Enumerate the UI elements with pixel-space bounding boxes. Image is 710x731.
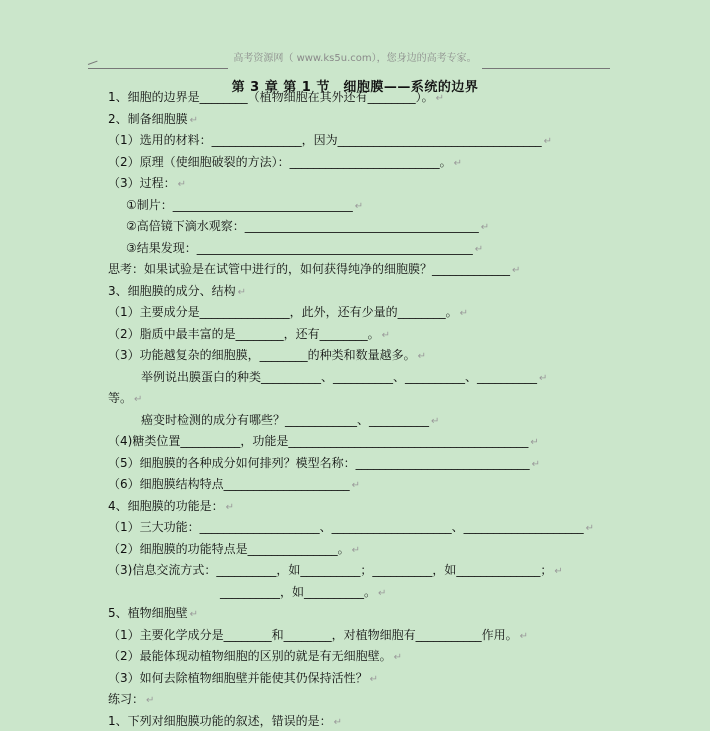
line-text: ①制片：______________________________ — [126, 198, 353, 212]
text-line — [141, 412, 439, 430]
paragraph-mark-icon: ↵ — [333, 717, 343, 728]
text-line — [108, 89, 444, 107]
paragraph-mark-icon: ↵ — [480, 222, 490, 233]
paragraph-mark-icon: ↵ — [351, 480, 361, 491]
line-text: __________，如__________。 — [220, 585, 377, 599]
line-text: 思考：如果试验是在试管中进行的，如何获得纯净的细胞膜？_____________ — [108, 262, 511, 276]
text-line — [108, 304, 468, 322]
line-text: 癌变时检测的成分有哪些？____________、__________ — [141, 413, 430, 427]
paragraph-mark-icon: ↵ — [543, 136, 553, 147]
paragraph-mark-icon: ↵ — [189, 609, 199, 620]
paragraph-mark-icon: ↵ — [519, 631, 529, 642]
text-line — [108, 713, 342, 731]
text-line — [108, 175, 186, 193]
paragraph-mark-icon: ↵ — [146, 695, 155, 706]
text-line — [108, 541, 360, 559]
text-line — [108, 627, 528, 645]
paragraph-mark-icon: ↵ — [369, 674, 379, 685]
text-line — [108, 648, 402, 666]
text-line — [126, 197, 363, 215]
text-line — [108, 261, 520, 279]
paragraph-mark-icon: ↵ — [539, 373, 548, 384]
text-line — [108, 691, 154, 709]
line-text: （3）过程： — [108, 176, 176, 190]
line-text: （3）功能越复杂的细胞膜，________的种类和数量越多。 — [108, 348, 416, 362]
line-text: ②高倍镜下滴水观察：_______________________________________ — [126, 219, 479, 233]
paragraph-mark-icon: ↵ — [431, 416, 440, 427]
paragraph-mark-icon: ↵ — [134, 394, 143, 405]
text-line — [108, 283, 246, 301]
text-line — [126, 218, 489, 236]
text-line — [108, 390, 142, 408]
text-line — [126, 240, 483, 258]
page-header: 高考资源网（ www.ks5u.com），您身边的高考专家。 — [233, 53, 477, 64]
text-line — [108, 154, 462, 172]
text-line — [108, 476, 360, 494]
line-text: 举例说出膜蛋白的种类__________、__________、__________、__________ — [141, 370, 538, 384]
paragraph-mark-icon: ↵ — [351, 545, 361, 556]
line-text: （1）主要化学成分是________和________，对植物细胞有___________作用。 — [108, 628, 518, 642]
line-text: （1）主要成分是_______________，此外，还有少量的________。 — [108, 305, 458, 319]
paragraph-mark-icon: ↵ — [393, 652, 403, 663]
paragraph-mark-icon: ↵ — [417, 351, 427, 362]
paragraph-mark-icon: ↵ — [585, 523, 595, 534]
text-line — [108, 433, 539, 451]
text-line — [108, 498, 234, 516]
line-text: 5、植物细胞壁 — [108, 606, 188, 620]
line-text: （3）如何去除植物细胞壁并能使其仍保持活性？ — [108, 671, 368, 685]
text-line — [108, 562, 563, 580]
line-text: （5）细胞膜的各种成分如何排列？模型名称：_____________________________ — [108, 456, 530, 470]
paragraph-mark-icon: ↵ — [237, 287, 247, 298]
paragraph-mark-icon: ↵ — [177, 179, 187, 190]
line-text: 1、细胞的边界是________（植物细胞在其外还有________）。 — [108, 90, 434, 104]
paragraph-mark-icon: ↵ — [453, 158, 463, 169]
line-text: 2、制备细胞膜 — [108, 112, 188, 126]
paragraph-mark-icon: ↵ — [554, 566, 563, 577]
text-line — [108, 670, 378, 688]
text-line — [108, 326, 390, 344]
document-title: 第 3 章 第 1 节 细胞膜——系统的边界 — [231, 80, 479, 95]
line-text: 1、下列对细胞膜功能的叙述，错误的是： — [108, 714, 332, 728]
paragraph-mark-icon: ↵ — [531, 459, 541, 470]
text-line — [108, 347, 426, 365]
line-text: （2）细胞膜的功能特点是_______________。 — [108, 542, 350, 556]
line-text: 3、细胞膜的成分、结构 — [108, 284, 236, 298]
text-line — [108, 132, 552, 150]
paragraph-mark-icon: ↵ — [189, 115, 199, 126]
text-line — [108, 519, 594, 537]
line-text: ③结果发现：______________________________________________ — [126, 241, 473, 255]
paragraph-mark-icon: ↵ — [474, 244, 484, 255]
paragraph-mark-icon: ↵ — [530, 437, 539, 448]
paragraph-mark-icon: ↵ — [381, 330, 391, 341]
text-line — [108, 455, 540, 473]
header-rule-left — [88, 68, 228, 69]
paragraph-mark-icon: ↵ — [378, 588, 387, 599]
line-text: （2）脂质中最丰富的是________，还有________。 — [108, 327, 380, 341]
line-text: （2）最能体现动植物细胞的区别的就是有无细胞壁。 — [108, 649, 392, 663]
paragraph-mark-icon: ↵ — [435, 93, 445, 104]
line-text: （3)信息交流方式：__________，如__________；__________，如______________； — [108, 563, 553, 577]
paragraph-mark-icon: ↵ — [512, 265, 521, 276]
text-line — [141, 369, 547, 387]
paragraph-mark-icon: ↵ — [459, 308, 469, 319]
line-text: （1）三大功能：____________________、____________________、____________________ — [108, 520, 584, 534]
line-text: 4、细胞膜的功能是： — [108, 499, 224, 513]
paragraph-mark-icon: ↵ — [354, 201, 364, 212]
line-text: 等。 — [108, 391, 133, 405]
line-text: （1）选用的材料：_______________，因为__________________________________ — [108, 133, 542, 147]
line-text: （4)糖类位置__________，功能是________________________________________ — [108, 434, 529, 448]
paragraph-mark-icon: ↵ — [225, 502, 235, 513]
line-text: （2）原理（使细胞破裂的方法）：_________________________。 — [108, 155, 452, 169]
text-line — [220, 584, 386, 602]
header-rule-right — [482, 68, 610, 69]
text-line — [108, 111, 198, 129]
text-line — [108, 605, 198, 623]
line-text: （6）细胞膜结构特点_____________________ — [108, 477, 350, 491]
line-text: 练习： — [108, 692, 145, 706]
